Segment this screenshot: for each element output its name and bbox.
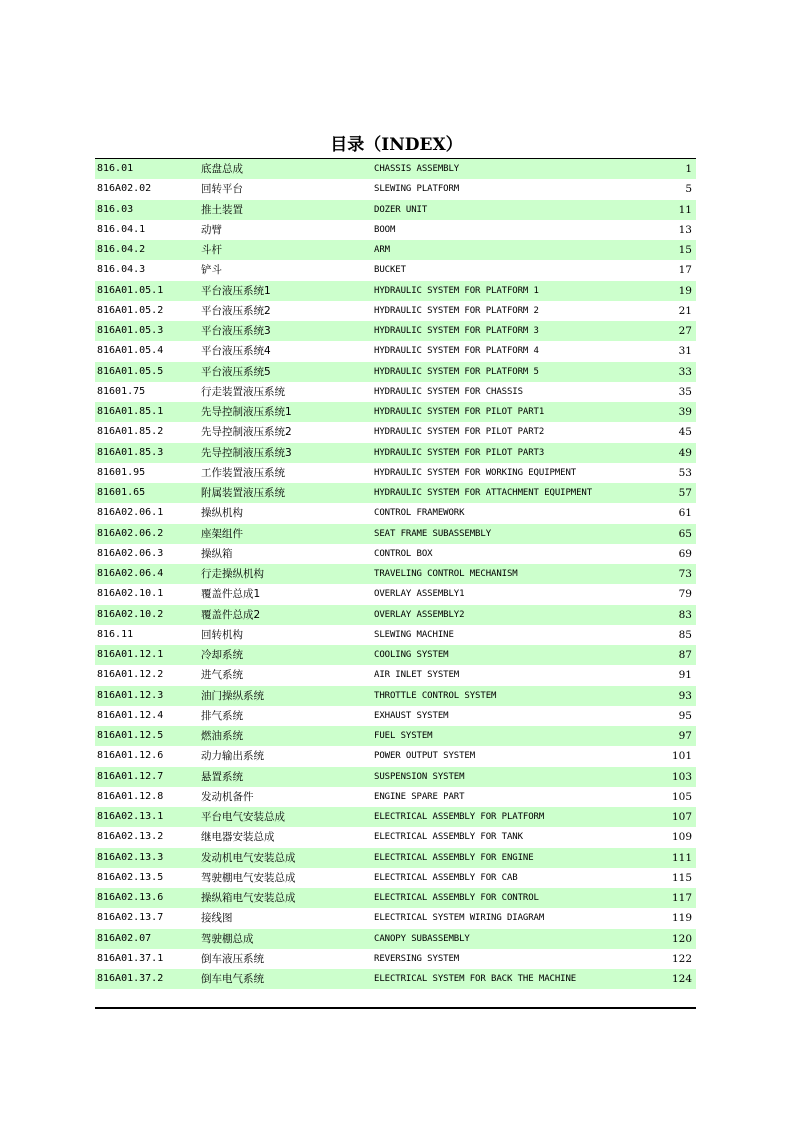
page-number-cell: 61 xyxy=(678,507,692,520)
page-number-cell: 95 xyxy=(678,709,692,722)
code-cell: 816A01.37.1 xyxy=(97,952,164,964)
index-row xyxy=(95,422,696,442)
index-row xyxy=(95,949,696,969)
index-row xyxy=(95,159,696,179)
chinese-title-cell: 悬置系统 xyxy=(201,770,243,783)
chinese-title-cell: 接线图 xyxy=(201,912,233,925)
english-title-cell: SUSPENSION SYSTEM xyxy=(374,771,465,782)
code-cell: 816A02.06.1 xyxy=(97,507,164,519)
chinese-title-cell: 斗杆 xyxy=(201,244,222,256)
chinese-title-cell: 驾驶棚总成 xyxy=(201,932,254,945)
english-title-cell: ARM xyxy=(374,245,390,255)
chinese-title-cell: 底盘总成 xyxy=(201,163,243,175)
index-row xyxy=(95,848,696,868)
code-cell: 816A01.85.3 xyxy=(97,446,164,458)
page-number-cell: 122 xyxy=(671,952,692,965)
page-number-cell: 97 xyxy=(678,730,692,742)
chinese-title-cell: 平台液压系统1 xyxy=(201,284,271,297)
index-row xyxy=(95,321,696,341)
english-title-cell: HYDRAULIC SYSTEM FOR PLATFORM 1 xyxy=(374,285,539,296)
index-row xyxy=(95,281,696,301)
code-cell: 81601.95 xyxy=(97,466,146,478)
page-number-cell: 93 xyxy=(678,689,692,702)
page-number-cell: 27 xyxy=(678,325,692,337)
index-row xyxy=(95,220,696,240)
chinese-title-cell: 覆盖件总成1 xyxy=(201,588,261,601)
chinese-title-cell: 铲斗 xyxy=(201,264,222,277)
code-cell: 816A01.12.2 xyxy=(97,669,164,681)
chinese-title-cell: 驾驶棚电气安装总成 xyxy=(201,871,296,884)
page-number-cell: 117 xyxy=(671,892,692,904)
english-title-cell: REVERSING SYSTEM xyxy=(374,953,460,964)
page-number-cell: 101 xyxy=(671,750,692,763)
chinese-title-cell: 倒车电气系统 xyxy=(201,973,264,985)
english-title-cell: THROTTLE CONTROL SYSTEM xyxy=(374,690,497,701)
code-cell: 816A02.13.2 xyxy=(97,831,164,843)
chinese-title-cell: 燃油系统 xyxy=(201,730,243,742)
english-title-cell: TRAVELING CONTROL MECHANISM xyxy=(374,569,518,579)
english-title-cell: CONTROL FRAMEWORK xyxy=(374,508,465,519)
english-title-cell: ELECTRICAL ASSEMBLY FOR CAB xyxy=(374,872,518,883)
index-row xyxy=(95,908,696,928)
index-row xyxy=(95,483,696,503)
index-row xyxy=(95,584,696,604)
code-cell: 816A01.12.1 xyxy=(97,649,164,660)
chinese-title-cell: 操纵箱电气安装总成 xyxy=(201,892,296,904)
index-row xyxy=(95,402,696,422)
page-number-cell: 115 xyxy=(671,871,692,884)
index-row xyxy=(95,706,696,726)
chinese-title-cell: 动臂 xyxy=(201,223,222,236)
english-title-cell: BUCKET xyxy=(374,265,406,276)
english-title-cell: ELECTRICAL SYSTEM WIRING DIAGRAM xyxy=(374,913,545,924)
index-row xyxy=(95,645,696,665)
page-number-cell: 124 xyxy=(671,973,692,985)
page-number-cell: 57 xyxy=(678,487,692,499)
page-number-cell: 33 xyxy=(678,365,692,378)
page-number-cell: 65 xyxy=(678,527,692,540)
index-row xyxy=(95,868,696,888)
index-row xyxy=(95,969,696,989)
code-cell: 816A02.13.7 xyxy=(97,912,164,924)
english-title-cell: ELECTRICAL ASSEMBLY FOR ENGINE xyxy=(374,852,534,863)
index-row xyxy=(95,382,696,402)
english-title-cell: HYDRAULIC SYSTEM FOR PILOT PART2 xyxy=(374,427,545,438)
english-title-cell: HYDRAULIC SYSTEM FOR WORKING EQUIPMENT xyxy=(374,467,577,478)
code-cell: 816.04.1 xyxy=(97,223,146,235)
chinese-title-cell: 继电器安装总成 xyxy=(201,831,275,844)
english-title-cell: HYDRAULIC SYSTEM FOR PLATFORM 4 xyxy=(374,346,539,357)
english-title-cell: HYDRAULIC SYSTEM FOR PLATFORM 5 xyxy=(374,366,539,377)
chinese-title-cell: 平台电气安装总成 xyxy=(201,811,285,823)
index-row xyxy=(95,746,696,766)
page-number-cell: 120 xyxy=(671,932,692,945)
code-cell: 816A01.85.2 xyxy=(97,426,164,438)
page-number-cell: 11 xyxy=(678,203,692,216)
english-title-cell: ELECTRICAL ASSEMBLY FOR CONTROL xyxy=(374,893,539,903)
code-cell: 816A01.05.5 xyxy=(97,365,164,377)
code-cell: 816A02.13.5 xyxy=(97,871,164,883)
code-cell: 816.03 xyxy=(97,203,134,215)
page-number-cell: 5 xyxy=(685,183,692,196)
page-number-cell: 13 xyxy=(678,223,692,236)
index-row xyxy=(95,827,696,847)
code-cell: 81601.75 xyxy=(97,385,146,397)
index-row xyxy=(95,301,696,321)
code-cell: 816A01.12.8 xyxy=(97,790,164,802)
index-row xyxy=(95,443,696,463)
page-number-cell: 69 xyxy=(678,547,692,560)
code-cell: 816A02.06.2 xyxy=(97,527,164,539)
page-number-cell: 83 xyxy=(678,608,692,621)
page-number-cell: 19 xyxy=(678,284,692,297)
chinese-title-cell: 覆盖件总成2 xyxy=(201,608,261,621)
code-cell: 816A02.06.4 xyxy=(97,568,164,579)
chinese-title-cell: 排气系统 xyxy=(201,709,243,722)
english-title-cell: BOOM xyxy=(374,224,396,235)
code-cell: 816A01.37.2 xyxy=(97,973,164,984)
chinese-title-cell: 行走装置液压系统 xyxy=(201,385,285,398)
chinese-title-cell: 先导控制液压系统1 xyxy=(201,406,292,418)
index-row xyxy=(95,503,696,523)
page-number-cell: 119 xyxy=(671,912,692,925)
page-number-cell: 1 xyxy=(685,163,692,175)
index-row xyxy=(95,605,696,625)
code-cell: 816A02.13.6 xyxy=(97,892,164,903)
code-cell: 816A02.10.1 xyxy=(97,588,164,600)
english-title-cell: OVERLAY ASSEMBLY1 xyxy=(374,589,465,600)
english-title-cell: ELECTRICAL ASSEMBLY FOR PLATFORM xyxy=(374,812,545,822)
english-title-cell: ELECTRICAL SYSTEM FOR BACK THE MACHINE xyxy=(374,974,577,984)
index-row xyxy=(95,767,696,787)
index-row xyxy=(95,179,696,199)
english-title-cell: CONTROL BOX xyxy=(374,548,433,559)
page-number-cell: 79 xyxy=(678,588,692,601)
english-title-cell: ELECTRICAL ASSEMBLY FOR TANK xyxy=(374,832,523,843)
code-cell: 81601.65 xyxy=(97,487,146,498)
page-number-cell: 45 xyxy=(678,426,692,439)
english-title-cell: EXHAUST SYSTEM xyxy=(374,710,449,721)
index-row xyxy=(95,625,696,645)
english-title-cell: AIR INLET SYSTEM xyxy=(374,670,460,681)
page-number-cell: 73 xyxy=(678,568,692,580)
chinese-title-cell: 座架组件 xyxy=(201,527,243,540)
english-title-cell: DOZER UNIT xyxy=(374,204,428,215)
page-number-cell: 49 xyxy=(678,446,692,459)
code-cell: 816A01.12.3 xyxy=(97,689,164,701)
page-number-cell: 107 xyxy=(671,811,692,823)
english-title-cell: CHASSIS ASSEMBLY xyxy=(374,164,460,174)
chinese-title-cell: 工作装置液压系统 xyxy=(201,466,285,479)
english-title-cell: SLEWING MACHINE xyxy=(374,629,454,640)
english-title-cell: HYDRAULIC SYSTEM FOR PILOT PART1 xyxy=(374,407,545,417)
index-row xyxy=(95,544,696,564)
index-row xyxy=(95,665,696,685)
page-title: 目录（INDEX） xyxy=(330,135,463,155)
english-title-cell: COOLING SYSTEM xyxy=(374,650,449,660)
code-cell: 816A02.10.2 xyxy=(97,608,164,620)
chinese-title-cell: 附属装置液压系统 xyxy=(201,487,285,499)
chinese-title-cell: 操纵机构 xyxy=(201,507,243,520)
page-number-cell: 87 xyxy=(678,649,692,661)
english-title-cell: SLEWING PLATFORM xyxy=(374,184,460,195)
chinese-title-cell: 回转平台 xyxy=(201,183,243,196)
index-row xyxy=(95,362,696,382)
code-cell: 816A02.13.1 xyxy=(97,811,164,822)
english-title-cell: POWER OUTPUT SYSTEM xyxy=(374,751,476,762)
index-row xyxy=(95,524,696,544)
code-cell: 816A01.05.2 xyxy=(97,304,164,316)
page-number-cell: 103 xyxy=(671,770,692,783)
page-number-cell: 21 xyxy=(678,304,692,317)
index-row xyxy=(95,686,696,706)
code-cell: 816.11 xyxy=(97,628,134,640)
code-cell: 816A01.05.4 xyxy=(97,345,164,357)
code-cell: 816.04.2 xyxy=(97,244,146,255)
code-cell: 816A01.05.3 xyxy=(97,325,164,336)
english-title-cell: FUEL SYSTEM xyxy=(374,731,433,741)
chinese-title-cell: 推土装置 xyxy=(201,203,243,216)
code-cell: 816.04.3 xyxy=(97,264,146,276)
index-row xyxy=(95,463,696,483)
page-number-cell: 53 xyxy=(678,466,692,479)
index-row xyxy=(95,807,696,827)
chinese-title-cell: 先导控制液压系统3 xyxy=(201,446,292,459)
chinese-title-cell: 发动机备件 xyxy=(201,790,254,803)
english-title-cell: OVERLAY ASSEMBLY2 xyxy=(374,609,465,620)
english-title-cell: HYDRAULIC SYSTEM FOR ATTACHMENT EQUIPMENT xyxy=(374,488,593,498)
index-row xyxy=(95,888,696,908)
chinese-title-cell: 平台液压系统4 xyxy=(201,345,271,358)
english-title-cell: ENGINE SPARE PART xyxy=(374,791,465,802)
page-number-cell: 85 xyxy=(678,628,692,641)
code-cell: 816A01.85.1 xyxy=(97,406,164,417)
chinese-title-cell: 平台液压系统3 xyxy=(201,325,271,337)
bottom-rule xyxy=(95,1007,696,1009)
english-title-cell: SEAT FRAME SUBASSEMBLY xyxy=(374,528,492,539)
page-number-cell: 17 xyxy=(678,264,692,277)
page-number-cell: 39 xyxy=(678,406,692,418)
english-title-cell: HYDRAULIC SYSTEM FOR PLATFORM 3 xyxy=(374,326,539,336)
code-cell: 816A01.12.6 xyxy=(97,750,164,762)
index-row xyxy=(95,787,696,807)
index-row xyxy=(95,929,696,949)
english-title-cell: HYDRAULIC SYSTEM FOR CHASSIS xyxy=(374,386,523,397)
code-cell: 816A02.13.3 xyxy=(97,851,164,863)
code-cell: 816A01.12.7 xyxy=(97,770,164,782)
code-cell: 816.01 xyxy=(97,163,134,174)
chinese-title-cell: 操纵箱 xyxy=(201,547,233,560)
chinese-title-cell: 动力输出系统 xyxy=(201,750,264,763)
page-number-cell: 35 xyxy=(678,385,692,398)
chinese-title-cell: 先导控制液压系统2 xyxy=(201,426,292,439)
code-cell: 816A01.05.1 xyxy=(97,284,164,296)
chinese-title-cell: 进气系统 xyxy=(201,669,243,682)
chinese-title-cell: 平台液压系统5 xyxy=(201,365,271,378)
index-row xyxy=(95,200,696,220)
code-cell: 816A01.12.4 xyxy=(97,709,164,721)
page-number-cell: 105 xyxy=(671,790,692,803)
english-title-cell: HYDRAULIC SYSTEM FOR PLATFORM 2 xyxy=(374,305,539,316)
index-row xyxy=(95,726,696,746)
page-number-cell: 91 xyxy=(678,669,692,682)
chinese-title-cell: 平台液压系统2 xyxy=(201,304,271,317)
page-number-cell: 31 xyxy=(678,345,692,358)
code-cell: 816A02.07 xyxy=(97,932,152,944)
page-number-cell: 15 xyxy=(678,244,692,256)
code-cell: 816A01.12.5 xyxy=(97,730,164,741)
chinese-title-cell: 倒车液压系统 xyxy=(201,952,264,965)
chinese-title-cell: 发动机电气安装总成 xyxy=(201,851,296,864)
chinese-title-cell: 冷却系统 xyxy=(201,649,243,661)
index-row xyxy=(95,564,696,584)
chinese-title-cell: 油门操纵系统 xyxy=(201,689,264,702)
index-row xyxy=(95,240,696,260)
page-number-cell: 109 xyxy=(671,831,692,844)
index-table xyxy=(95,158,696,989)
code-cell: 816A02.02 xyxy=(97,183,152,195)
chinese-title-cell: 回转机构 xyxy=(201,628,243,641)
index-row xyxy=(95,341,696,361)
chinese-title-cell: 行走操纵机构 xyxy=(201,568,264,580)
english-title-cell: CANOPY SUBASSEMBLY xyxy=(374,933,470,944)
code-cell: 816A02.06.3 xyxy=(97,547,164,559)
index-row xyxy=(95,260,696,280)
english-title-cell: HYDRAULIC SYSTEM FOR PILOT PART3 xyxy=(374,447,545,458)
page-number-cell: 111 xyxy=(671,851,692,864)
